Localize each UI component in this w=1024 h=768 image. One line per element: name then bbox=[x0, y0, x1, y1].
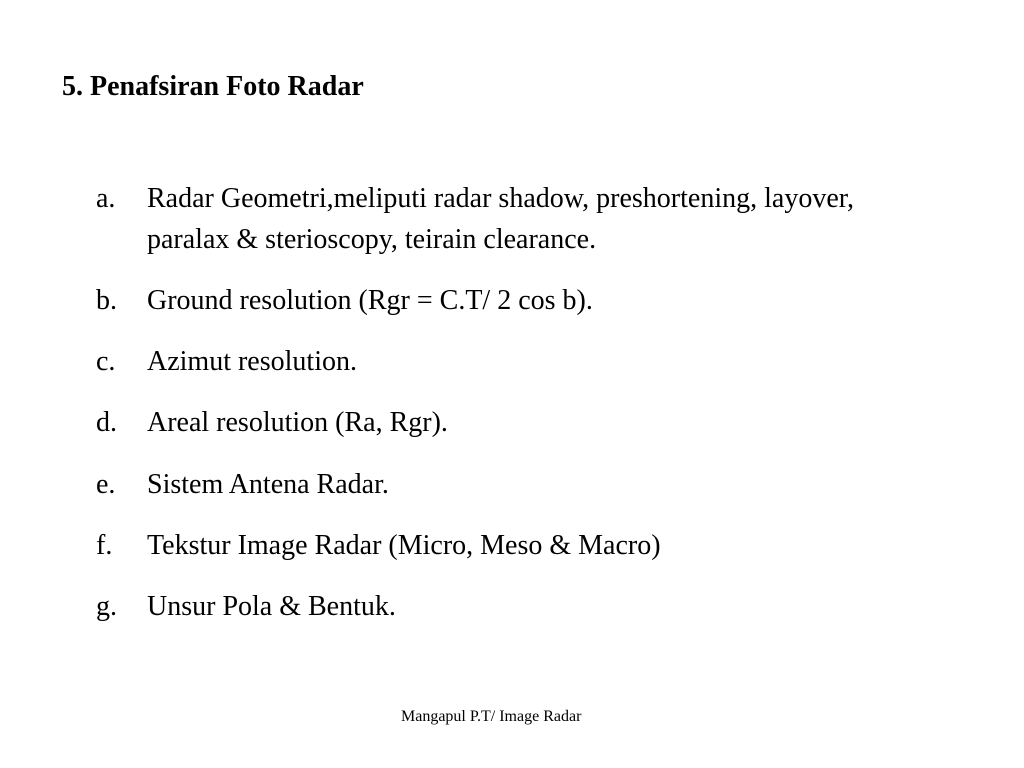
slide-footer: Mangapul P.T/ Image Radar bbox=[401, 708, 582, 725]
list-item bbox=[96, 402, 916, 443]
list-item-text: Areal resolution (Ra, Rgr). bbox=[147, 407, 448, 438]
slide-title: 5. Penafsiran Foto Radar bbox=[62, 71, 364, 102]
list-item-marker: f. bbox=[96, 530, 113, 561]
list-item bbox=[96, 464, 916, 505]
list-item-text: Unsur Pola & Bentuk. bbox=[147, 591, 396, 622]
list-item-marker: b. bbox=[96, 285, 117, 316]
list-item-marker: e. bbox=[96, 469, 116, 500]
list-item-marker: d. bbox=[96, 407, 117, 438]
list-item-marker: g. bbox=[96, 591, 117, 622]
list-item-text: Tekstur Image Radar (Micro, Meso & Macro) bbox=[147, 530, 661, 561]
list-item-text: Sistem Antena Radar. bbox=[147, 469, 389, 500]
list-item bbox=[96, 341, 916, 382]
list-item-marker: c. bbox=[96, 346, 116, 377]
list-item bbox=[96, 280, 916, 321]
list-item-text: Azimut resolution. bbox=[147, 346, 357, 377]
list-item bbox=[96, 586, 916, 627]
list-item bbox=[96, 525, 916, 566]
list-item-text: Radar Geometri,meliputi radar shadow, preshortening, layover, paralax & sterioscopy, teirain clearance. bbox=[147, 183, 854, 255]
list-item-marker: a. bbox=[96, 183, 116, 214]
list-item-text: Ground resolution (Rgr = C.T/ 2 cos b). bbox=[147, 285, 593, 316]
list-item bbox=[96, 178, 916, 260]
